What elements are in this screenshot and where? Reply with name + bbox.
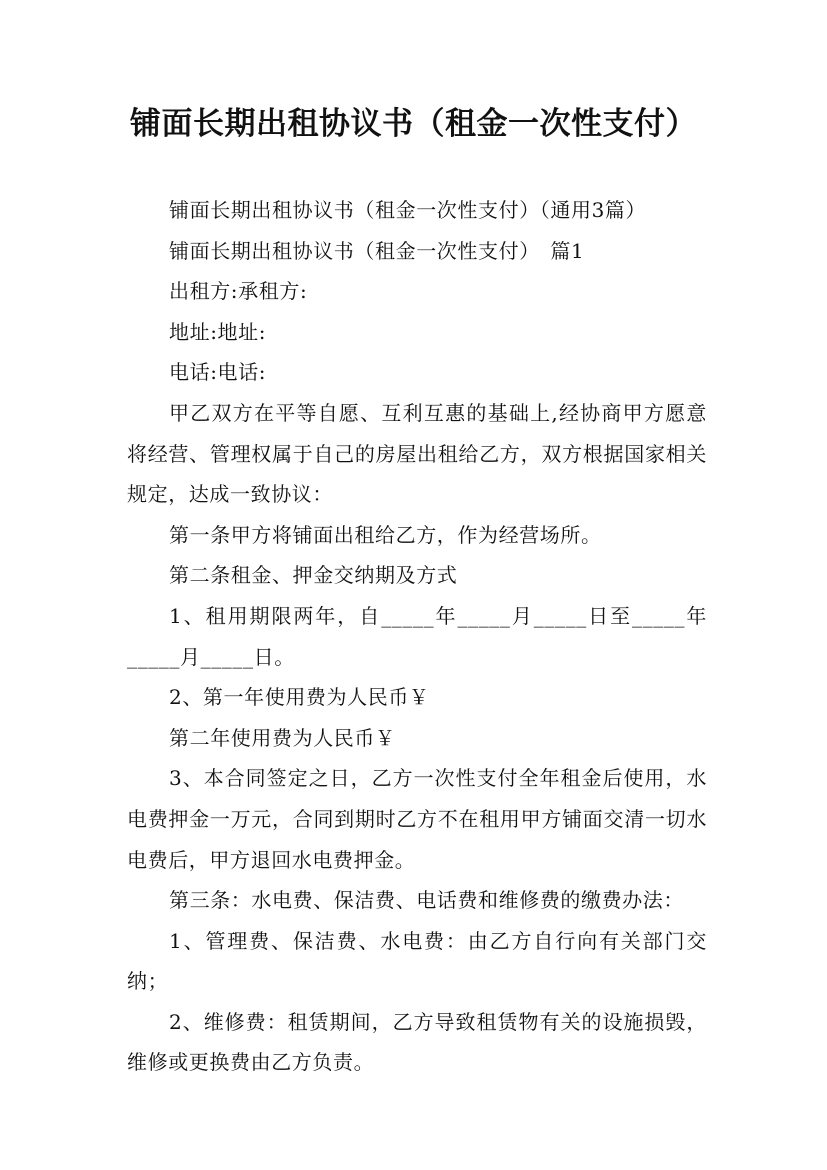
paragraph-subheading: 铺面长期出租协议书（租金一次性支付） 篇1 (169, 238, 585, 263)
paragraph-repair-fees: 2、维修费：租赁期间，乙方导致租赁物有关的设施损毁，维修或更换费由乙方负责。 (127, 1009, 707, 1075)
paragraph-article-2: 第二条租金、押金交纳期及方式 (169, 563, 458, 588)
document-title: 铺面长期出租协议书（租金一次性支付） (130, 106, 697, 142)
paragraph-article-1: 第一条甲方将铺面出租给乙方，作为经营场所。 (169, 522, 602, 547)
paragraph-term: 1、租用期限两年，自_____年_____月_____日至_____年_____月_____日。 (127, 603, 707, 669)
paragraph-phone: 电话:电话: (169, 360, 267, 385)
paragraph-parties: 出租方:承租方: (169, 279, 308, 304)
paragraph-second-year-fee: 第二年使用费为人民币￥ (169, 725, 396, 750)
paragraph-first-year-fee: 2、第一年使用费为人民币￥ (169, 685, 430, 710)
paragraph-management-fees: 1、管理费、保洁费、水电费：由乙方自行向有关部门交纳； (127, 928, 707, 994)
paragraph-preamble: 甲乙双方在平等自愿、互利互惠的基础上,经协商甲方愿意将经营、管理权属于自己的房屋出租给乙方，双方根据国家相关规定，达成一致协议： (127, 400, 707, 507)
paragraph-address: 地址:地址: (169, 319, 267, 344)
paragraph-heading: 铺面长期出租协议书（租金一次性支付）（通用3篇） (169, 198, 647, 222)
document-body (127, 190, 707, 1083)
paragraph-article-3: 第三条：水电费、保洁费、电话费和维修费的缴费办法： (169, 888, 684, 913)
paragraph-deposit: 3、本合同签定之日，乙方一次性支付全年租金后使用，水电费押金一万元，合同到期时乙方不在租用甲方铺面交清一切水电费后，甲方退回水电费押金。 (127, 766, 707, 872)
